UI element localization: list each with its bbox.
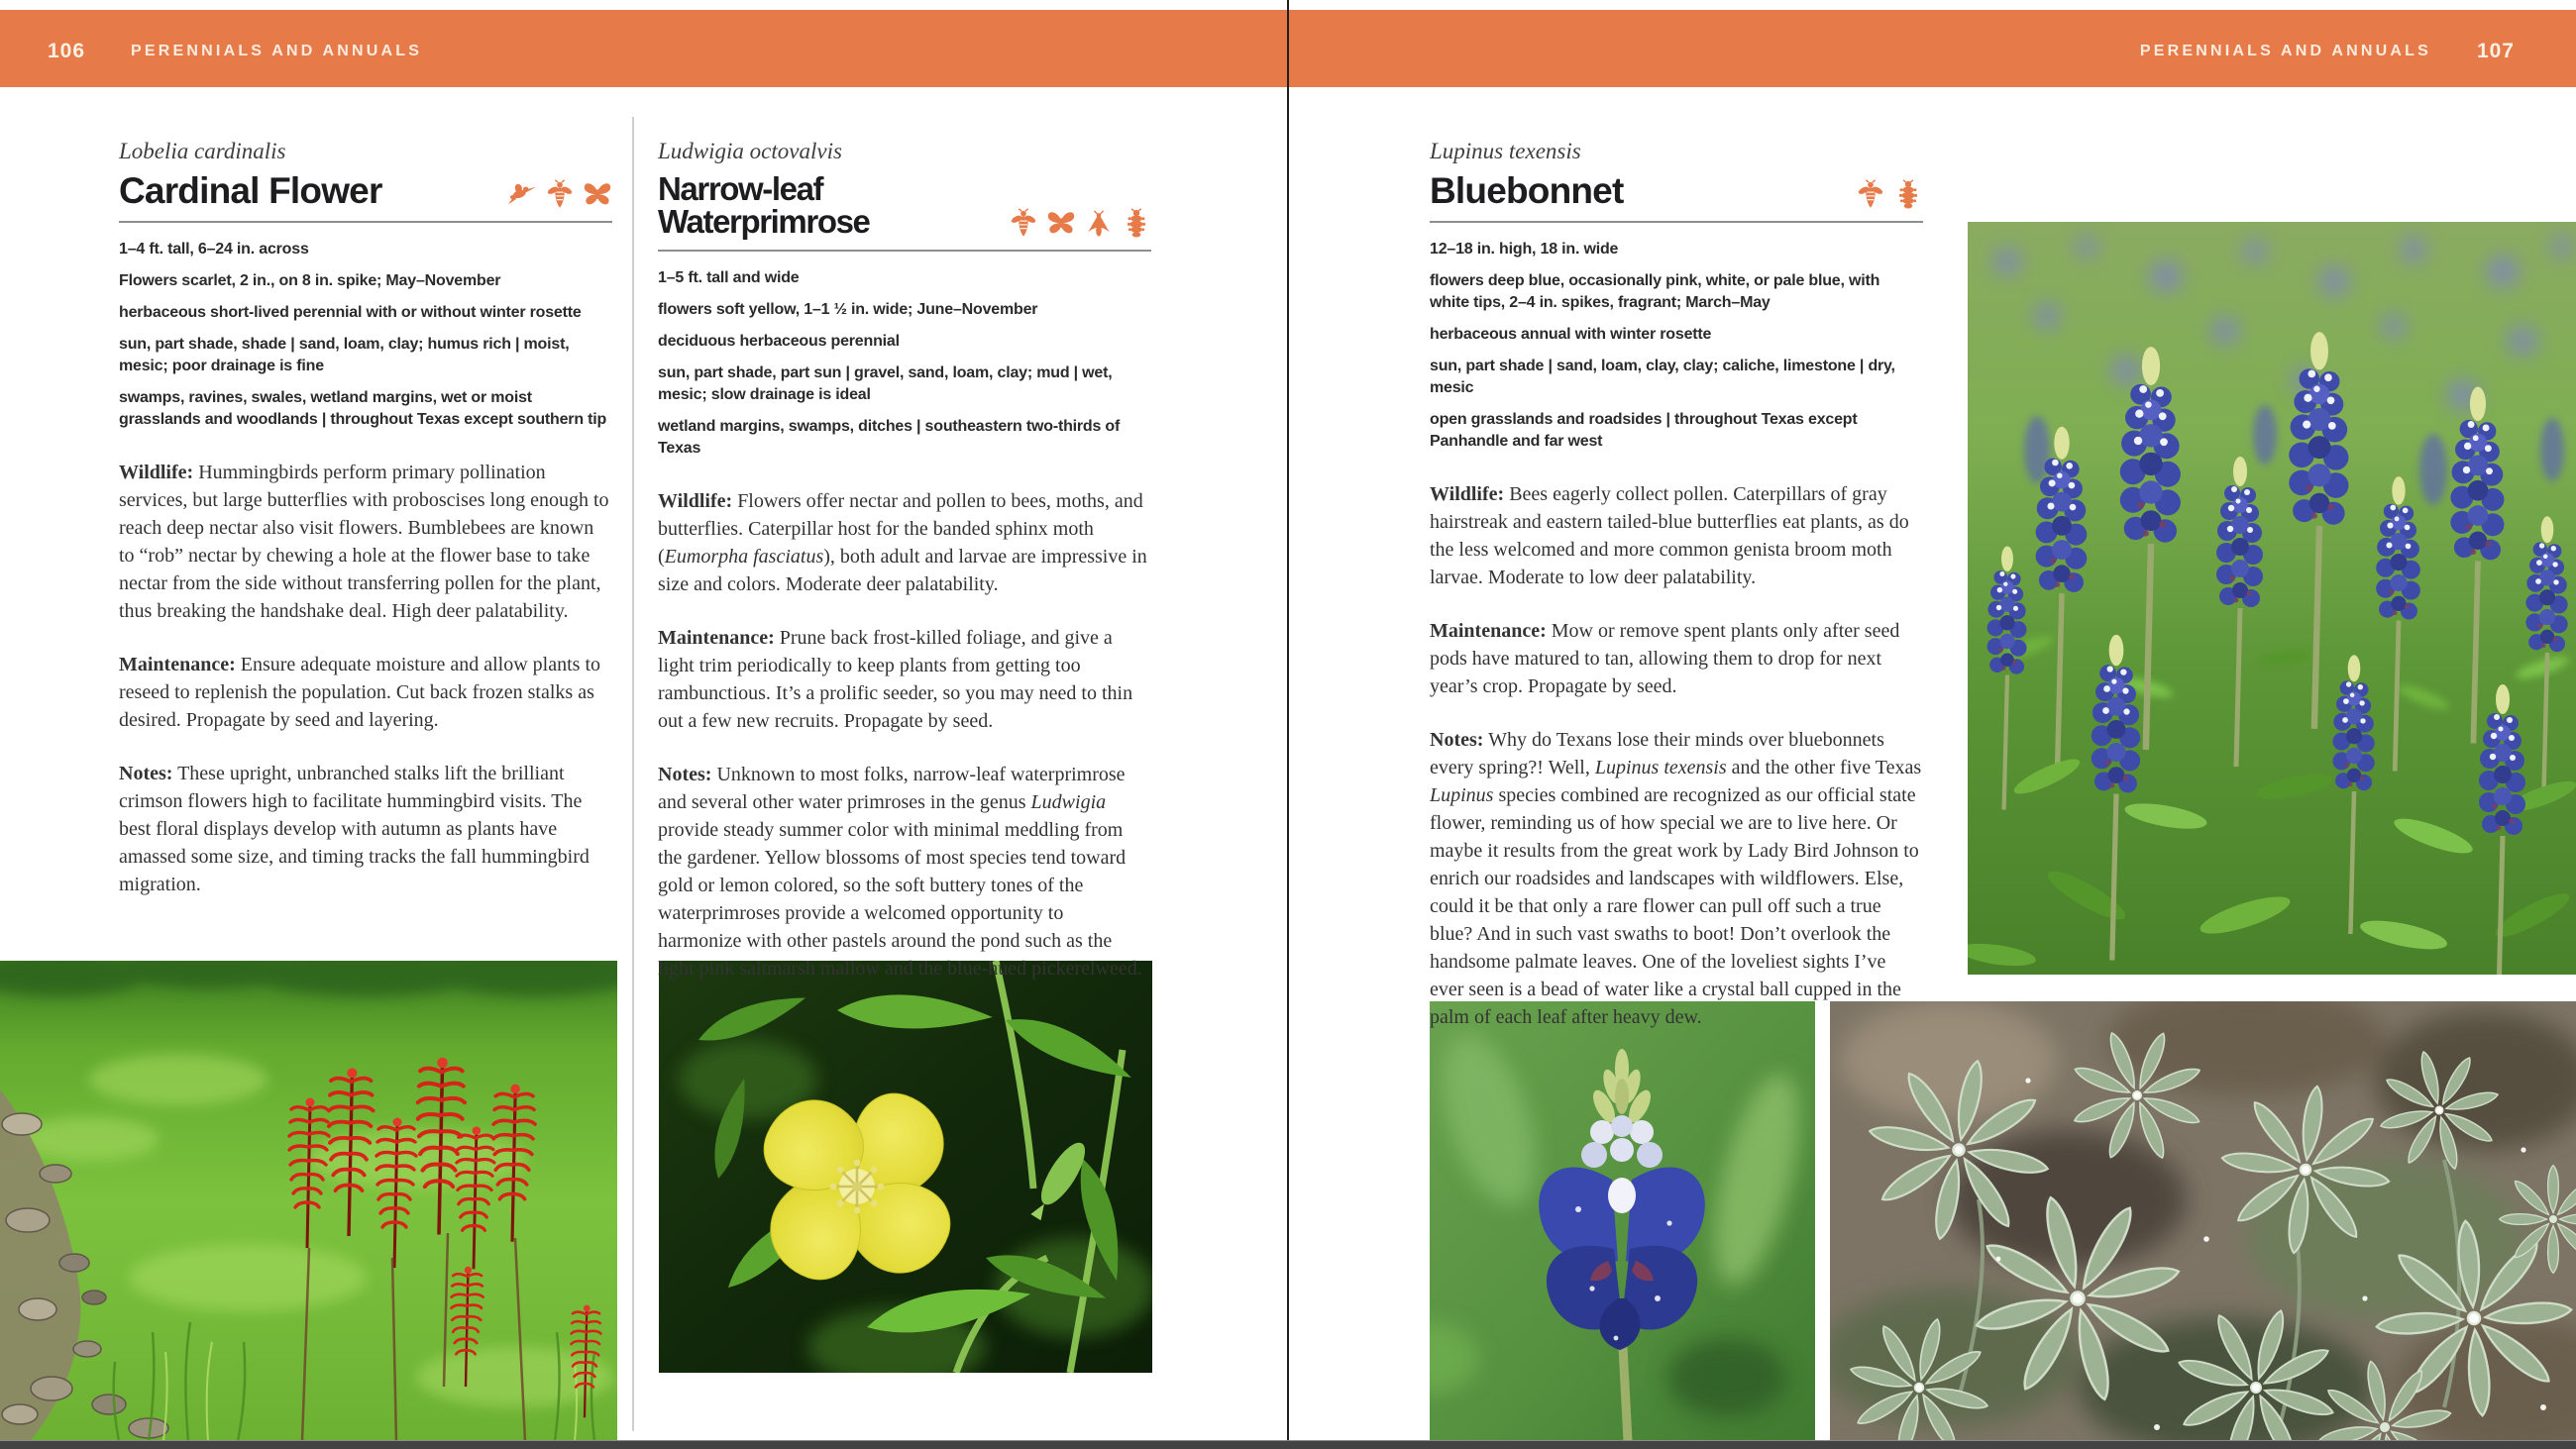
running-title-right: PERENNIALS AND ANNUALS (2139, 43, 2431, 59)
spec-list (119, 239, 612, 431)
spec-line: herbaceous short-lived perennial with or without winter rosette (119, 304, 582, 321)
spec-line: deciduous herbaceous perennial (658, 333, 900, 350)
spec-line: 1–4 ft. tall, 6–24 in. across (119, 241, 309, 258)
wildlife-icons (507, 179, 612, 209)
wildlife-icons (1856, 179, 1923, 209)
species-name: Lobelia cardinalis (119, 139, 286, 163)
body-paragraph: Wildlife: Bees eagerly collect pollen. Caterpillars of gray hairstreak and eastern tailed-blue butterflies eat plants, as do the less welcomed and more common genista broom moth larvae. Moderate to low deer palatability. (1430, 483, 1909, 588)
paragraph-label: Wildlife: (658, 490, 733, 512)
paragraph-label: Maintenance: (119, 654, 236, 675)
butterfly-icon (583, 179, 612, 209)
waterprimrose-flower-photo (659, 961, 1152, 1373)
body-paragraph: Maintenance: Mow or remove spent plants only after seed pods have matured to tan, allowing them to drop for next year’s crop. Propagate by seed. (1430, 620, 1900, 697)
spec-line: flowers deep blue, occasionally pink, white, or pale blue, with white tips, 2–4 in. spikes, fragrant; March–May (1430, 272, 1880, 311)
entry-body (1430, 480, 1923, 1031)
bluebonnet-flower-closeup-photo (1430, 1001, 1815, 1441)
page-number-right: 107 (2476, 40, 2515, 62)
spec-line: Flowers scarlet, 2 in., on 8 in. spike; May–November (119, 272, 501, 289)
bluebonnet-field-photo (1968, 222, 2576, 975)
title-row (658, 172, 1151, 252)
bee-icon (545, 179, 575, 209)
entry-cardinal-flower (119, 139, 612, 924)
entry-narrow-leaf-waterprimrose (658, 139, 1151, 1008)
cardinal-flower-photo (0, 961, 617, 1441)
common-name-title: Cardinal Flower (119, 170, 382, 211)
paragraph-label: Maintenance: (658, 627, 775, 649)
spec-line: sun, part shade, shade | sand, loam, clay; humus rich | moist, mesic; poor drainage is fine (119, 336, 570, 374)
moth-icon (1084, 208, 1114, 238)
running-title-left: PERENNIALS AND ANNUALS (131, 43, 423, 59)
spec-line: swamps, ravines, swales, wetland margins, wet or moist grasslands and woodlands | throughout Texas except southern tip (119, 389, 607, 428)
spec-line: flowers soft yellow, 1–1 ½ in. wide; June–November (658, 301, 1038, 318)
body-paragraph: Maintenance: Ensure adequate moisture and allow plants to reseed to replenish the population. Cut back frozen stalks as desired. Propagate by seed and layering. (119, 654, 600, 731)
common-name-title: Narrow-leaf Waterprimrose (658, 170, 870, 240)
paragraph-label: Wildlife: (119, 462, 194, 483)
spec-line: 12–18 in. high, 18 in. wide (1430, 241, 1619, 258)
body-paragraph: Notes: These upright, unbranched stalks lift the brilliant crimson flowers high to facilitate hummingbird visits. The best floral displays develop with autumn as plants have amassed some size, and timing tracks the fall hummingbird migration. (119, 763, 590, 895)
butterfly-icon (1046, 208, 1076, 238)
entry-bluebonnet (1430, 139, 1923, 1057)
entry-body (119, 459, 612, 898)
spec-line: 1–5 ft. tall and wide (658, 269, 800, 286)
spec-line: herbaceous annual with winter rosette (1430, 326, 1712, 343)
spec-line: sun, part shade | sand, loam, clay, clay; caliche, limestone | dry, mesic (1430, 358, 1895, 396)
entry-body (658, 487, 1151, 983)
wildlife-icons (1009, 208, 1151, 238)
species-name: Lupinus texensis (1430, 139, 1581, 163)
bluebonnet-foliage-photo (1830, 1001, 2576, 1441)
paragraph-label: Notes: (1430, 729, 1484, 751)
body-paragraph: Notes: Unknown to most folks, narrow-leaf waterprimrose and several other water primroses in the genus Ludwigia provide steady summer color with minimal meddling from the gardener. Yellow blossoms of most species tend toward gold or lemon colored, so the soft buttery tones of the waterprimroses provide a welcomed opportunity to harmonize with other pastels around the pond such as the light pink saltmarsh mallow and the blue-hued pickerelweed. (658, 764, 1142, 980)
page-number-left: 106 (48, 40, 86, 62)
spec-line: sun, part shade, part sun | gravel, sand, loam, clay; mud | wet, mesic; slow drainage is ideal (658, 364, 1113, 403)
species-name: Ludwigia octovalvis (658, 139, 842, 163)
paragraph-label: Maintenance: (1430, 620, 1547, 642)
spec-line: wetland margins, swamps, ditches | southeastern two-thirds of Texas (658, 418, 1121, 457)
paragraph-label: Wildlife: (1430, 483, 1505, 505)
paragraph-label: Notes: (658, 764, 712, 785)
hummingbird-icon (507, 179, 537, 209)
header-right (2140, 40, 2515, 63)
paragraph-label: Notes: (119, 763, 173, 784)
viewer-bottom-bar (0, 1440, 2576, 1449)
body-paragraph: Maintenance: Prune back frost-killed foliage, and give a light trim periodically to keep plants from getting too rambunctious. It’s a prolific seeder, so you may need to thin out a few new recruits. Propagate by seed. (658, 627, 1133, 732)
header-left (48, 40, 422, 63)
caterpillar-icon (1893, 179, 1923, 209)
spec-list (658, 267, 1151, 460)
caterpillar-icon (1122, 208, 1151, 238)
spec-list (1430, 239, 1923, 453)
body-paragraph: Wildlife: Hummingbirds perform primary pollination services, but large butterflies with proboscises long enough to reach deep nectar also visit flowers. Bumblebees are known to “rob” nectar by chewing a hole at the flower base to take nectar from the side without transferring pollen for the plant, thus breaking the handshake deal. High deer palatability. (119, 462, 609, 622)
title-row (1430, 172, 1923, 223)
column-divider (632, 117, 634, 1431)
bee-icon (1009, 208, 1038, 238)
common-name-title: Bluebonnet (1430, 170, 1624, 211)
bee-icon (1856, 179, 1885, 209)
title-row (119, 172, 612, 223)
body-paragraph: Wildlife: Flowers offer nectar and pollen to bees, moths, and butterflies. Caterpillar host for the banded sphinx moth (Eumorpha fasciatus), both adult and larvae are impressive in size and colors. Moderate deer palatability. (658, 490, 1147, 595)
body-paragraph: Notes: Why do Texans lose their minds over bluebonnets every spring?! Well, Lupinus texensis and the other five Texas Lupinus species combined are recognized as our official state flower, reminding us of how special we are to live here. Or maybe it results from the great work by Lady Bird Johnson to enrich our roadsides and landscapes with wildflowers. Else, could it be that only a rare flower can pull off such a true blue? And in such vast swaths to boot! Don’t overlook the handsome palmate leaves. One of the loveliest sights I’ve ever seen is a bead of water like a crystal ball cupped in the palm of each leaf after heavy dew. (1430, 729, 1922, 1028)
spec-line: open grasslands and roadsides | throughout Texas except Panhandle and far west (1430, 411, 1858, 450)
page-gutter-line (1287, 0, 1289, 1441)
